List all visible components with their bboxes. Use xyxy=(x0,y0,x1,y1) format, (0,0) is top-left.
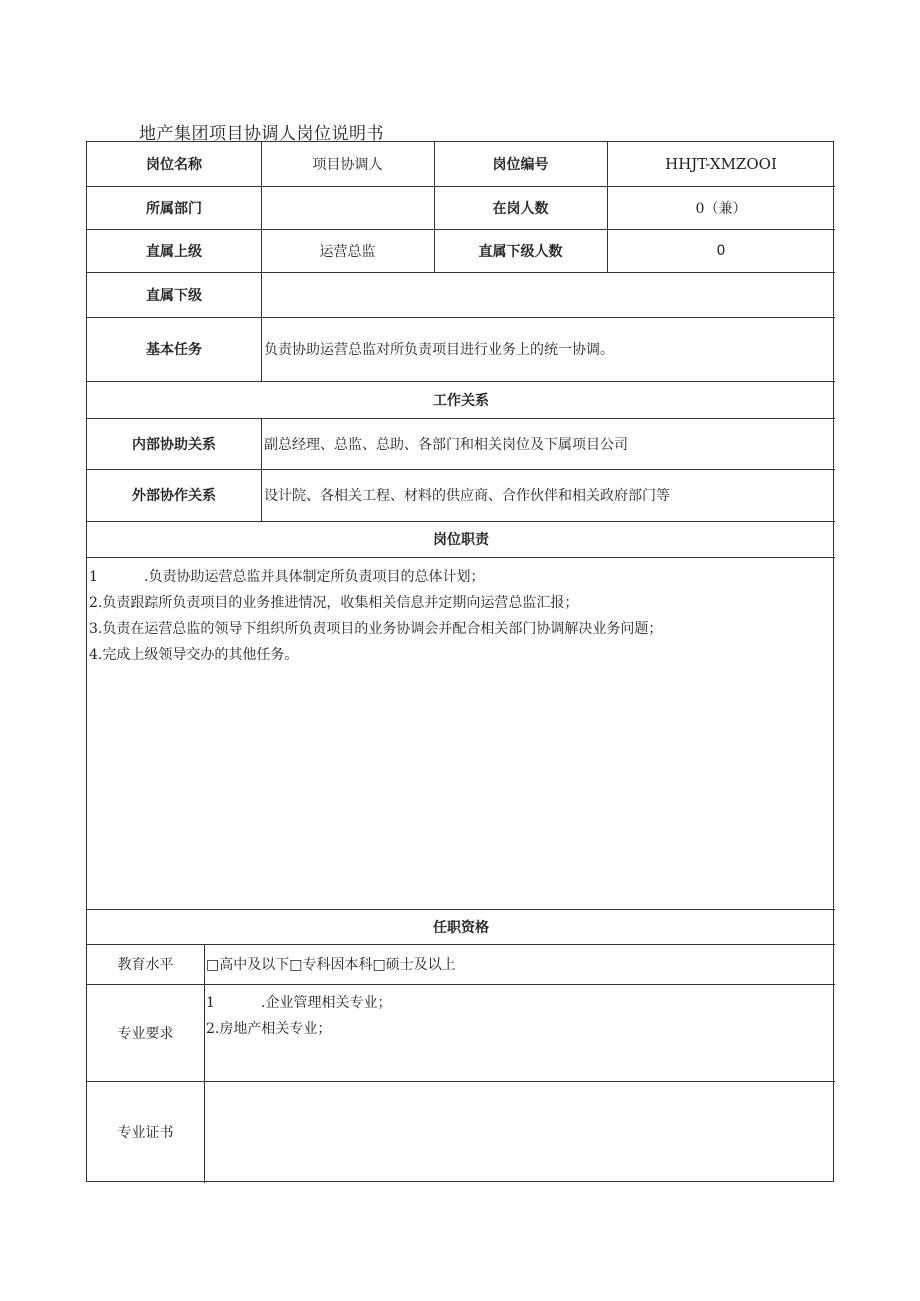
major-item: 2.房地产相关专业； xyxy=(206,1021,332,1037)
major-list xyxy=(204,990,835,1042)
major-item-text: .企业管理相关专业； xyxy=(261,995,392,1011)
major-item xyxy=(206,990,835,1016)
basic-task-label: 基本任务 xyxy=(146,342,202,358)
work-relations-header: 工作关系 xyxy=(433,392,489,409)
external-relation-label: 外部协作关系 xyxy=(132,488,216,504)
position-name-value: 项目协调人 xyxy=(312,157,383,173)
major-item-number: 1 xyxy=(206,995,215,1011)
subordinate-count-label: 直属下级人数 xyxy=(478,243,563,260)
position-code-label: 岗位编号 xyxy=(492,157,549,173)
certificate-label: 专业证书 xyxy=(117,1124,174,1141)
basic-task-value: 负责协助运营总监对所负责项目进行业务上的统一协调。 xyxy=(264,342,614,358)
duty-item xyxy=(89,564,835,590)
superior-value: 运营总监 xyxy=(319,243,376,260)
duties-list xyxy=(87,564,835,668)
duty-item: 4.完成上级领导交办的其他任务。 xyxy=(89,647,299,663)
department-label: 所属部门 xyxy=(146,200,202,217)
internal-relation-label: 内部协助关系 xyxy=(132,436,216,453)
department-value xyxy=(261,186,434,229)
duty-item: 3.负责在运营总监的领导下组织所负责项目的业务协调会并配合相关部门协调解决业务问题； xyxy=(89,621,663,637)
headcount-value: 0（兼） xyxy=(695,200,747,217)
job-description-table xyxy=(86,141,834,1182)
position-name-label: 岗位名称 xyxy=(146,157,202,173)
duty-item-number: 1 xyxy=(89,569,98,585)
superior-label: 直属上级 xyxy=(146,243,202,260)
subordinate-value xyxy=(261,272,835,317)
duties-header: 岗位职责 xyxy=(433,532,489,548)
subordinate-count-value: 0 xyxy=(716,242,726,259)
duty-item-text: .负责协助运营总监并具体制定所负责项目的总体计划； xyxy=(144,569,485,585)
subordinate-label: 直属下级 xyxy=(146,287,202,304)
education-label: 教育水平 xyxy=(117,957,174,973)
duty-item: 2.负责跟踪所负责项目的业务推进情况，收集相关信息并定期向运营总监汇报； xyxy=(89,595,579,611)
internal-relation-value: 副总经理、总监、总助、各部门和相关岗位及下属项目公司 xyxy=(264,436,628,453)
headcount-label: 在岗人数 xyxy=(492,200,549,217)
qualifications-header: 任职资格 xyxy=(433,919,489,936)
certificate-value xyxy=(204,1081,835,1182)
education-options: □高中及以下□专科因本科□硕士及以上 xyxy=(206,957,456,973)
position-code-value: HHJT-XMZOOI xyxy=(665,155,777,173)
document-title: 地产集团项目协调人岗位说明书 xyxy=(139,124,384,144)
major-label: 专业要求 xyxy=(117,1025,174,1042)
external-relation-value: 设计院、各相关工程、材料的供应商、合作伙伴和相关政府部门等 xyxy=(264,488,670,504)
